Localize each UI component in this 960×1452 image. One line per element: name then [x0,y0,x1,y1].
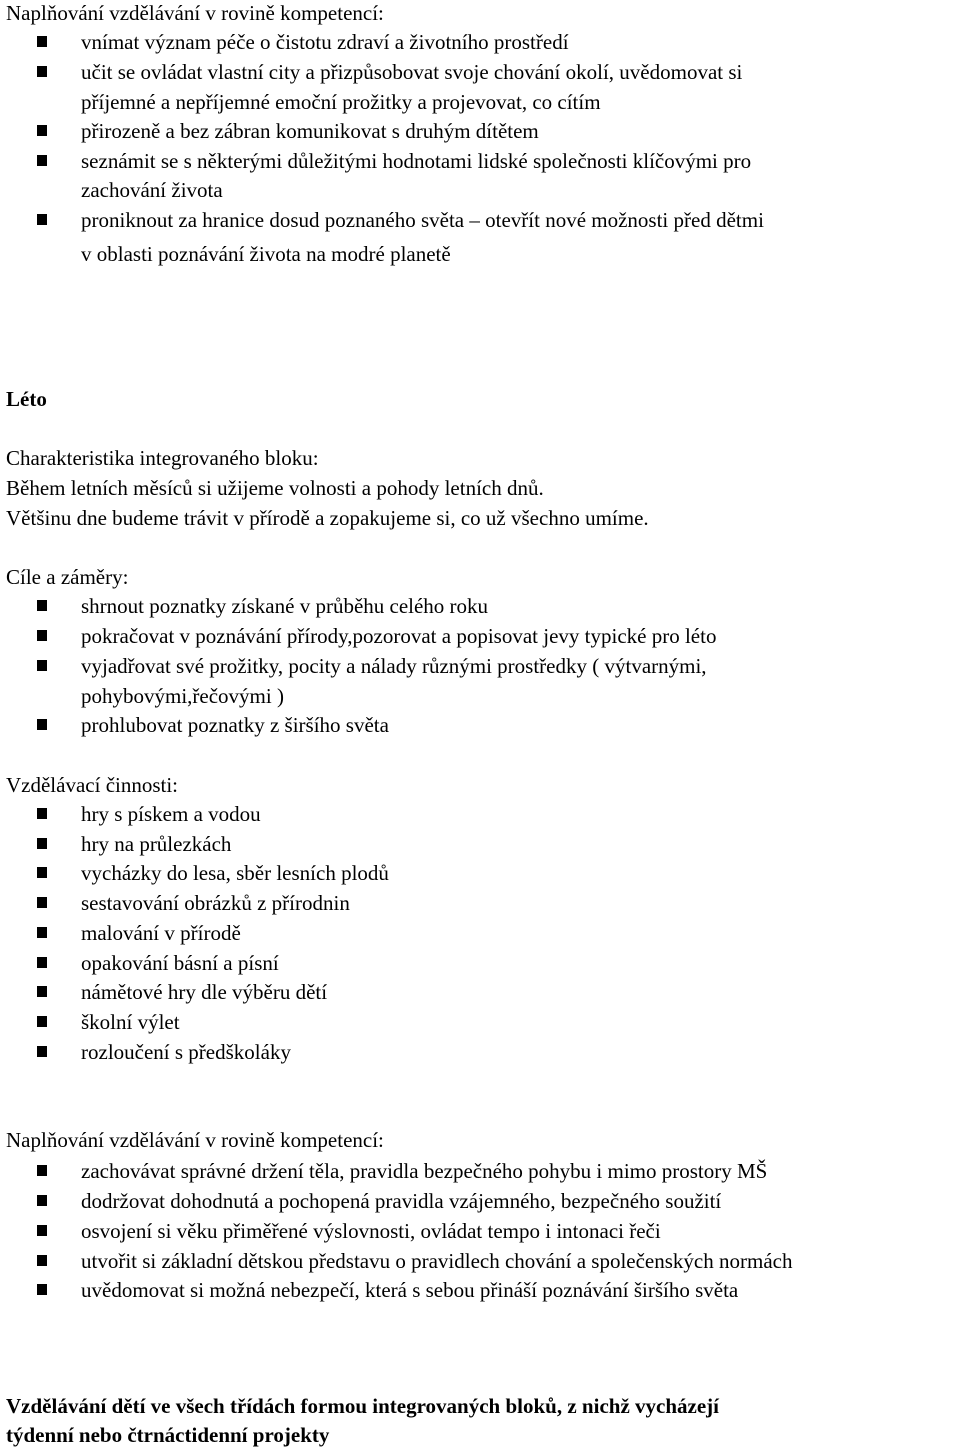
list-item: opakování básní a písní [81,951,279,975]
characteristic-text: Během letních měsíců si užijeme volnosti a pohody letních dnů. [6,476,544,500]
bullet-icon [37,986,47,997]
list-item: učit se ovládat vlastní city a přizpůsobovat svoje chování okolí, uvědomovat si [81,60,743,84]
list-item: vycházky do lesa, sběr lesních plodů [81,861,389,885]
bullet-icon [37,1284,47,1295]
competence-heading-2: Naplňování vzdělávání v rovině kompetencí: [6,1128,384,1152]
bullet-icon [37,1195,47,1206]
list-item: námětové hry dle výběru dětí [81,980,328,1004]
list-item: uvědomovat si možná nebezpečí, která s sebou přináší poznávání širšího světa [81,1278,739,1302]
list-item: shrnout poznatky získané v průběhu celého roku [81,594,489,618]
bullet-icon [37,660,47,671]
goals-heading: Cíle a záměry: [6,565,129,589]
bullet-icon [37,1046,47,1057]
characteristic-text: Většinu dne budeme trávit v přírodě a zopakujeme si, co už všechno umíme. [6,506,649,530]
list-item: sestavování obrázků z přírodnin [81,891,350,915]
footer-text: Vzdělávání dětí ve všech třídách formou integrovaných bloků, z nichž vycházejí [6,1394,719,1418]
bullet-icon [37,927,47,938]
bullet-icon [37,1165,47,1176]
list-item-continuation: pohybovými,řečovými ) [81,684,284,708]
list-item: osvojení si věku přiměřené výslovnosti, ovládat tempo i intonaci řeči [81,1219,661,1243]
bullet-icon [37,867,47,878]
list-item: proniknout za hranice dosud poznaného světa – otevřít nové možnosti před dětmi [81,208,764,232]
list-item: prohlubovat poznatky z širšího světa [81,713,389,737]
bullet-icon [37,1225,47,1236]
bullet-icon [37,838,47,849]
bullet-icon [37,808,47,819]
bullet-icon [37,36,47,47]
list-item-continuation: zachování života [81,178,223,202]
bullet-icon [37,214,47,225]
list-item: přirozeně a bez zábran komunikovat s druhým dítětem [81,119,539,143]
characteristic-heading: Charakteristika integrovaného bloku: [6,446,319,470]
list-item: školní výlet [81,1010,180,1034]
list-item-continuation: v oblasti poznávání života na modré planetě [81,242,451,266]
list-item: vyjadřovat své prožitky, pocity a nálady různými prostředky ( výtvarnými, [81,654,707,678]
bullet-icon [37,630,47,641]
bullet-icon [37,155,47,166]
list-item: pokračovat v poznávání přírody,pozorovat a popisovat jevy typické pro léto [81,624,717,648]
list-item: zachovávat správné držení těla, pravidla bezpečného pohybu i mimo prostory MŠ [81,1159,768,1183]
competence-heading-1: Naplňování vzdělávání v rovině kompetencí: [6,1,384,25]
bullet-icon [37,125,47,136]
footer-text: týdenní nebo čtrnáctidenní projekty [6,1423,330,1447]
list-item: hry s pískem a vodou [81,802,261,826]
activities-heading: Vzdělávací činnosti: [6,773,179,797]
list-item: dodržovat dohodnutá a pochopená pravidla vzájemného, bezpečného soužití [81,1189,722,1213]
bullet-icon [37,1016,47,1027]
bullet-icon [37,1255,47,1266]
list-item-continuation: příjemné a nepříjemné emoční prožitky a projevovat, co cítím [81,90,601,114]
bullet-icon [37,897,47,908]
list-item: hry na průlezkách [81,832,232,856]
section-title-leto: Léto [6,387,47,411]
list-item: utvořit si základní dětskou představu o pravidlech chování a společenských normách [81,1249,793,1273]
list-item: rozloučení s předškoláky [81,1040,291,1064]
bullet-icon [37,719,47,730]
bullet-icon [37,66,47,77]
list-item: malování v přírodě [81,921,241,945]
bullet-icon [37,600,47,611]
list-item: vnímat význam péče o čistotu zdraví a životního prostředí [81,30,569,54]
bullet-icon [37,957,47,968]
list-item: seznámit se s některými důležitými hodnotami lidské společnosti klíčovými pro [81,149,752,173]
